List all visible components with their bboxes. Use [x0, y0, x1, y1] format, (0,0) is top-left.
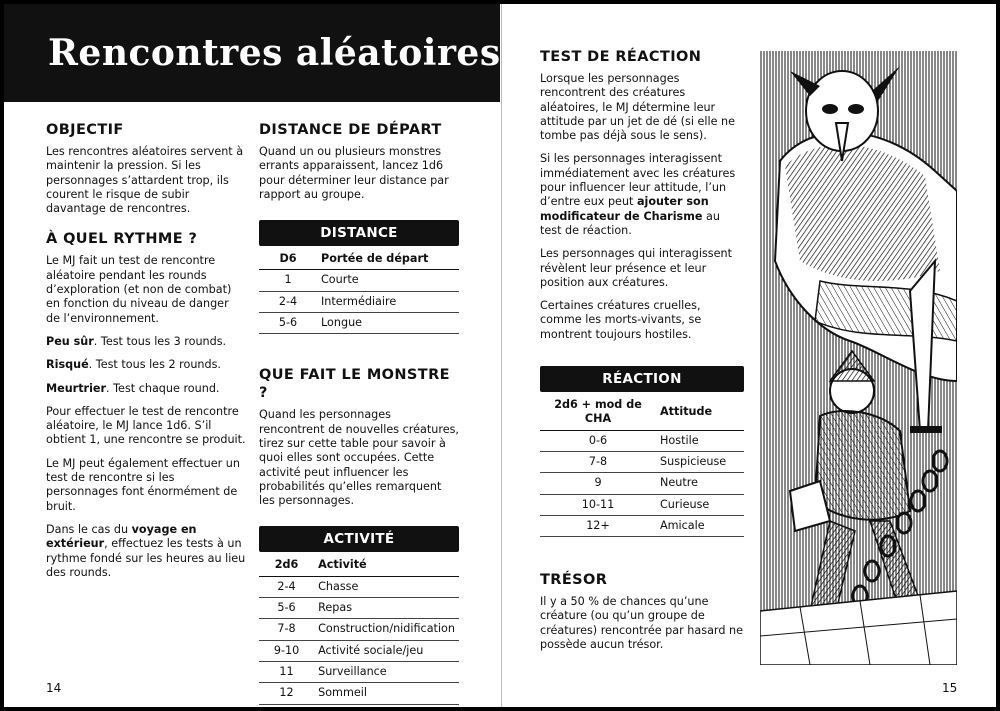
table-cell: 9 — [540, 473, 656, 494]
risque-text: . Test tous les 2 rounds. — [88, 358, 221, 372]
middle-column — [259, 121, 459, 705]
interact-text — [540, 152, 744, 238]
table-cell: 9-10 — [259, 640, 314, 661]
presence-text: Les personnages qui interagissent révèlent leur présence et leur position aux créatures. — [540, 247, 732, 289]
table-row — [259, 683, 459, 704]
table-row — [540, 430, 744, 451]
interact-pre: Si les personnages interagissent immédiatement avec les créatures pour influencer leur attitude, l’un d’entre eux peut — [540, 152, 736, 209]
reaction-table — [540, 366, 744, 537]
table-cell: 2-4 — [259, 576, 314, 597]
rythme-heading: À QUEL RYTHME ? — [46, 231, 198, 248]
distance-col-portee: Portée de départ — [317, 246, 459, 270]
table-cell: 7-8 — [540, 451, 656, 472]
interact-post: au test de réaction. — [540, 209, 720, 237]
table-row — [259, 313, 459, 334]
meurtrier-line — [46, 382, 246, 396]
table-cell: Hostile — [656, 430, 744, 451]
title-banner — [4, 4, 500, 102]
tresor-text: Il y a 50 % de chances qu’une créature (ou qu’un groupe de créatures) rencontrée par hasard ne possède aucun trésor. — [540, 595, 743, 652]
distance-table-title: DISTANCE — [259, 220, 459, 246]
table-cell: Chasse — [314, 576, 459, 597]
monstre-text: Quand les personnages rencontrent de nouvelles créatures, tirez sur cette table pour savoir à quoi elles sont occupées. Cette activité peut influencer les probabilités qu’elles remarquent les personnages. — [259, 408, 459, 508]
table-row — [259, 661, 459, 682]
table-row — [259, 598, 459, 619]
distance-table — [259, 220, 459, 334]
voyage-text — [46, 523, 246, 580]
table-cell: Sommeil — [314, 683, 459, 704]
tresor-heading: TRÉSOR — [540, 572, 608, 589]
page-title: Rencontres aléatoires — [48, 32, 501, 74]
peu-sur-line — [46, 335, 246, 349]
distance-heading: DISTANCE DE DÉPART — [259, 122, 442, 138]
reaction-table-title: RÉACTION — [540, 366, 744, 392]
table-row — [540, 451, 744, 472]
ink-illustration — [760, 51, 957, 665]
interact-bold: ajouter son modificateur de Charisme — [540, 195, 709, 223]
voyage-pre: Dans le cas du — [46, 522, 132, 536]
table-cell: 0-6 — [540, 430, 656, 451]
table-cell: 5-6 — [259, 598, 314, 619]
reaction-col-attitude: Attitude — [656, 392, 744, 430]
reaction-heading: TEST DE RÉACTION — [540, 49, 702, 65]
page-number-left: 14 — [46, 681, 62, 695]
cruelles-text: Certaines créatures cruelles, comme les morts-vivants, se montrent toujours hostiles. — [540, 299, 702, 341]
illustration-monster-and-warrior — [760, 51, 957, 665]
table-cell: 12 — [259, 683, 314, 704]
table-cell: 7-8 — [259, 619, 314, 640]
activity-col-activite: Activité — [314, 552, 459, 576]
peu-sur-text: . Test tous les 3 rounds. — [93, 334, 227, 348]
meurtrier-label: Meurtrier — [46, 381, 107, 395]
risque-line — [46, 358, 246, 372]
table-cell: 11 — [259, 661, 314, 682]
table-cell: Activité sociale/jeu — [314, 640, 459, 661]
table-cell: Suspicieuse — [656, 451, 744, 472]
table-row — [259, 619, 459, 640]
table-cell: Intermédiaire — [317, 291, 459, 312]
activity-col-2d6: 2d6 — [259, 552, 314, 576]
table-row — [259, 640, 459, 661]
table-cell: Curieuse — [656, 494, 744, 515]
table-row — [540, 494, 744, 515]
rythme-text: Le MJ fait un test de rencontre aléatoire pendant les rounds d’exploration (et non de combat) en fonction du niveau de danger de l’environnement. — [46, 254, 232, 325]
table-cell: 1 — [259, 270, 317, 291]
reaction-text: Lorsque les personnages rencontrent des créatures aléatoires, le MJ détermine leur attitude par un jet de dé (si elle ne tombe pas déjà sous le sens). — [540, 72, 735, 143]
activity-table — [259, 526, 459, 704]
table-cell: Surveillance — [314, 661, 459, 682]
table-row — [259, 576, 459, 597]
table-row — [540, 515, 744, 536]
distance-text: Quand un ou plusieurs monstres errants apparaissent, lancez 1d6 pour déterminer leur distance par rapport au groupe. — [259, 145, 449, 201]
test-text: Pour effectuer le test de rencontre aléatoire, le MJ lance 1d6. S’il obtient 1, une rencontre se produit. — [46, 404, 246, 447]
table-cell: Courte — [317, 270, 459, 291]
table-cell: Repas — [314, 598, 459, 619]
table-cell: 5-6 — [259, 313, 317, 334]
bruit-text: Le MJ peut également effectuer un test de rencontre si les personnages font énormément de bruit. — [46, 456, 240, 513]
voyage-post: , effectuez les tests à un rythme fondé sur les heures au lieu des rounds. — [46, 537, 246, 579]
reaction-col-roll: 2d6 + mod de CHA — [540, 392, 656, 430]
table-cell: Longue — [317, 313, 459, 334]
table-cell: 10-11 — [540, 494, 656, 515]
distance-col-d6: D6 — [259, 246, 317, 270]
objectif-heading: OBJECTIF — [46, 122, 124, 138]
table-row — [540, 473, 744, 494]
table-row — [259, 270, 459, 291]
monstre-heading: QUE FAIT LE MONSTRE ? — [259, 367, 450, 402]
table-cell: 12+ — [540, 515, 656, 536]
voyage-bold: voyage en extérieur — [46, 522, 197, 551]
table-row — [259, 291, 459, 312]
risque-label: Risqué — [46, 358, 89, 372]
objectif-text: Les rencontres aléatoires servent à maintenir la pression. Si les personnages s’attardent trop, ils courent le risque de subir davantage de rencontres. — [46, 145, 244, 216]
table-cell: Construction/nidification — [314, 619, 459, 640]
peu-sur-label: Peu sûr — [46, 334, 94, 348]
right-column — [540, 48, 744, 661]
left-column — [46, 121, 246, 589]
page-number-right: 15 — [942, 681, 958, 695]
activity-table-title: ACTIVITÉ — [259, 526, 459, 552]
table-cell: 2-4 — [259, 291, 317, 312]
page-gutter — [501, 4, 502, 707]
meurtrier-text: . Test chaque round. — [106, 381, 220, 395]
table-cell: Amicale — [656, 515, 744, 536]
table-cell: Neutre — [656, 473, 744, 494]
book-spread — [4, 4, 996, 707]
